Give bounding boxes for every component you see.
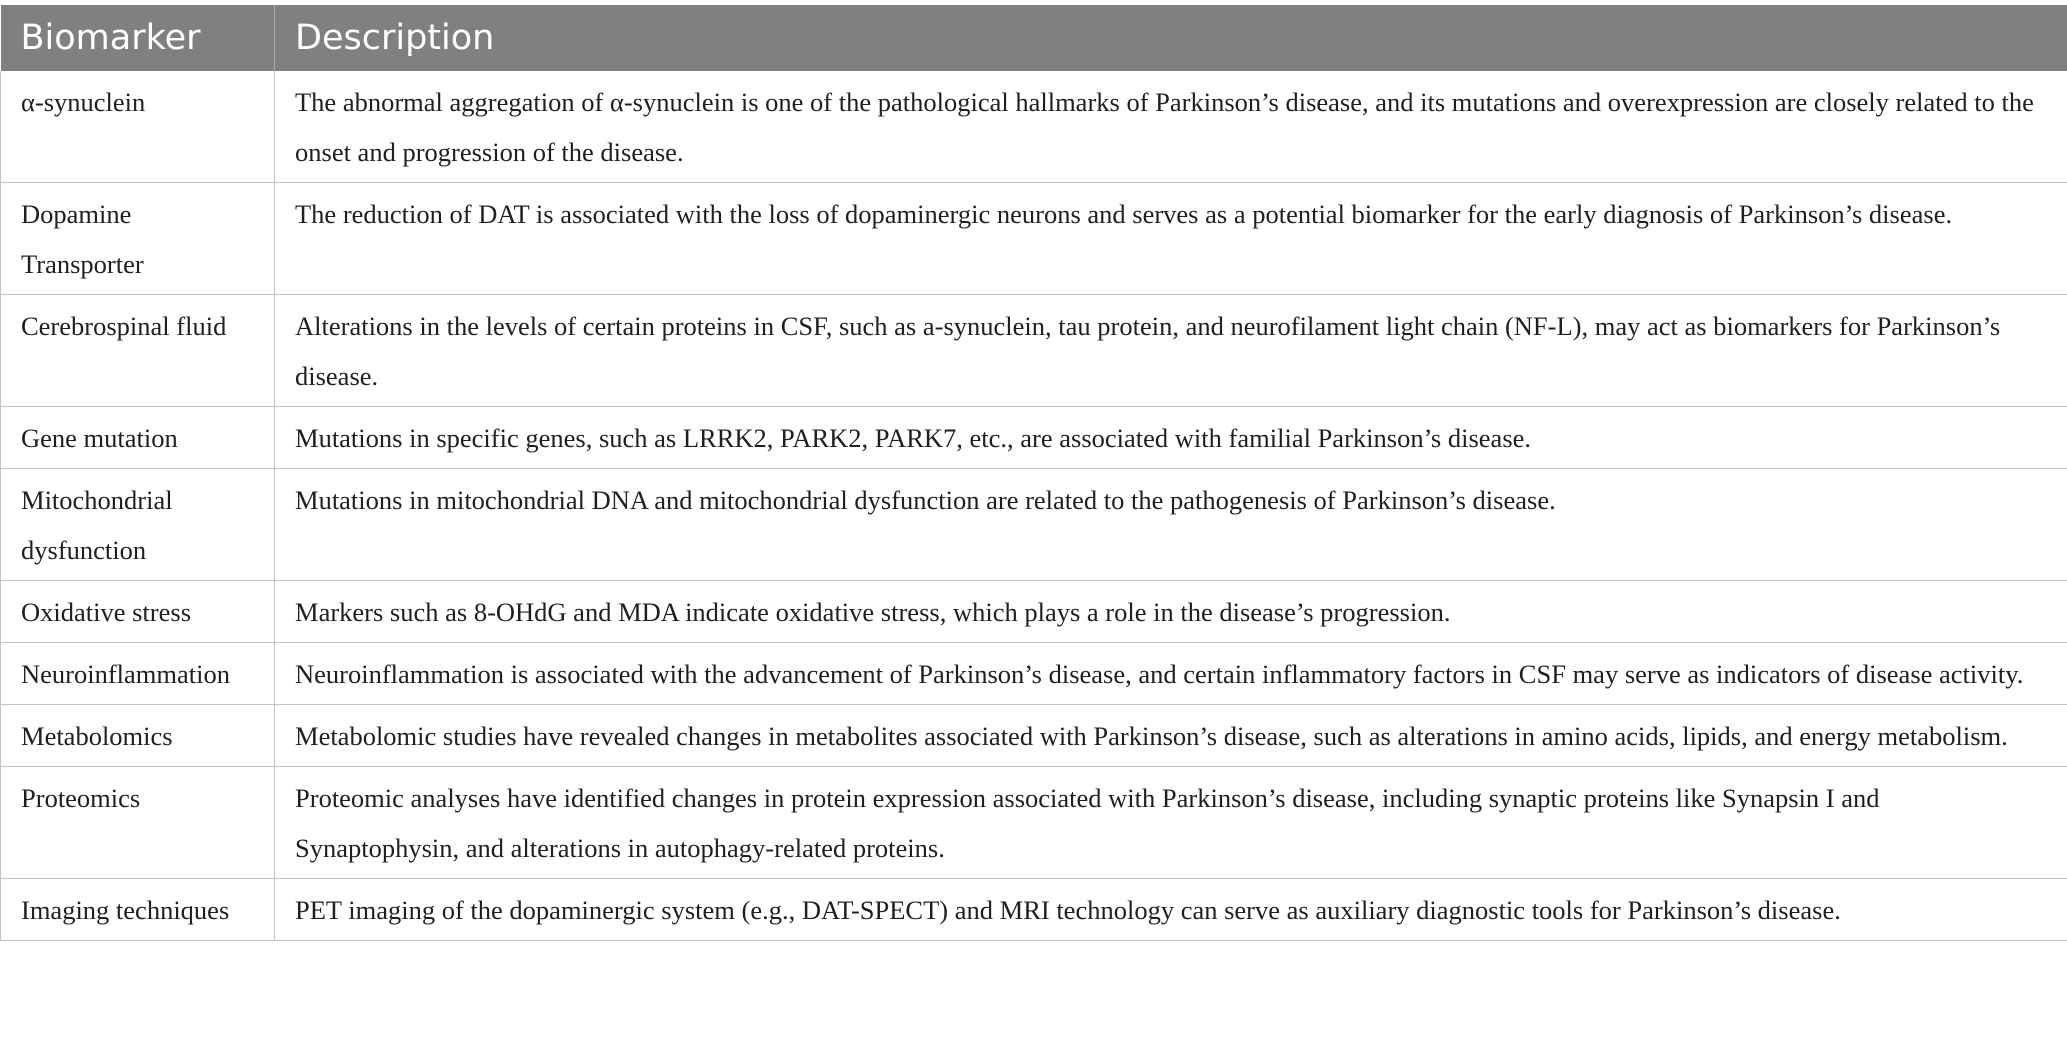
description-cell: The reduction of DAT is associated with the loss of dopaminergic neurons and serves as a potential biomarker for the early diagnosis of Parkinson’s disease.: [275, 183, 2067, 295]
description-cell: Mutations in mitochondrial DNA and mitochondrial dysfunction are related to the pathogenesis of Parkinson’s disease.: [275, 469, 2067, 581]
table-row: [1, 183, 2067, 295]
description-cell: Proteomic analyses have identified changes in protein expression associated with Parkinson’s disease, including synaptic proteins like Synapsin I and Synaptophysin, and alterations in autophagy-related proteins.: [275, 767, 2067, 879]
biomarker-cell: Proteomics: [1, 767, 275, 879]
table-row: [1, 71, 2067, 183]
description-cell: The abnormal aggregation of α-synuclein is one of the pathological hallmarks of Parkinson’s disease, and its mutations and overexpression are closely related to the onset and progression of the disease.: [275, 71, 2067, 183]
table-row: [1, 767, 2067, 879]
table-row: [1, 581, 2067, 643]
description-cell: Mutations in specific genes, such as LRRK2, PARK2, PARK7, etc., are associated with familial Parkinson’s disease.: [275, 407, 2067, 469]
biomarker-table-container: [0, 5, 2067, 941]
biomarker-cell: Cerebrospinal fluid: [1, 295, 275, 407]
biomarker-cell: α-synuclein: [1, 71, 275, 183]
table-row: [1, 705, 2067, 767]
biomarker-cell: Imaging techniques: [1, 879, 275, 941]
table-row: [1, 407, 2067, 469]
biomarker-cell: Mitochondrial dysfunction: [1, 469, 275, 581]
table-row: [1, 879, 2067, 941]
description-cell: Alterations in the levels of certain proteins in CSF, such as a-synuclein, tau protein, and neurofilament light chain (NF-L), may act as biomarkers for Parkinson’s disease.: [275, 295, 2067, 407]
header-description: Description: [275, 5, 2067, 71]
biomarker-cell: Oxidative stress: [1, 581, 275, 643]
table-row: [1, 643, 2067, 705]
table-row: [1, 295, 2067, 407]
header-biomarker: Biomarker: [1, 5, 275, 71]
table-header: [1, 5, 2067, 71]
table-body: [1, 71, 2067, 941]
biomarker-table: [0, 5, 2067, 941]
description-cell: Metabolomic studies have revealed changes in metabolites associated with Parkinson’s disease, such as alterations in amino acids, lipids, and energy metabolism.: [275, 705, 2067, 767]
biomarker-cell: Gene mutation: [1, 407, 275, 469]
header-row: [1, 5, 2067, 71]
biomarker-cell: Metabolomics: [1, 705, 275, 767]
table-row: [1, 469, 2067, 581]
description-cell: Neuroinflammation is associated with the advancement of Parkinson’s disease, and certain inflammatory factors in CSF may serve as indicators of disease activity.: [275, 643, 2067, 705]
description-cell: Markers such as 8-OHdG and MDA indicate oxidative stress, which plays a role in the disease’s progression.: [275, 581, 2067, 643]
biomarker-cell: Neuroinflammation: [1, 643, 275, 705]
biomarker-cell: Dopamine Transporter: [1, 183, 275, 295]
description-cell: PET imaging of the dopaminergic system (e.g., DAT-SPECT) and MRI technology can serve as auxiliary diagnostic tools for Parkinson’s disease.: [275, 879, 2067, 941]
